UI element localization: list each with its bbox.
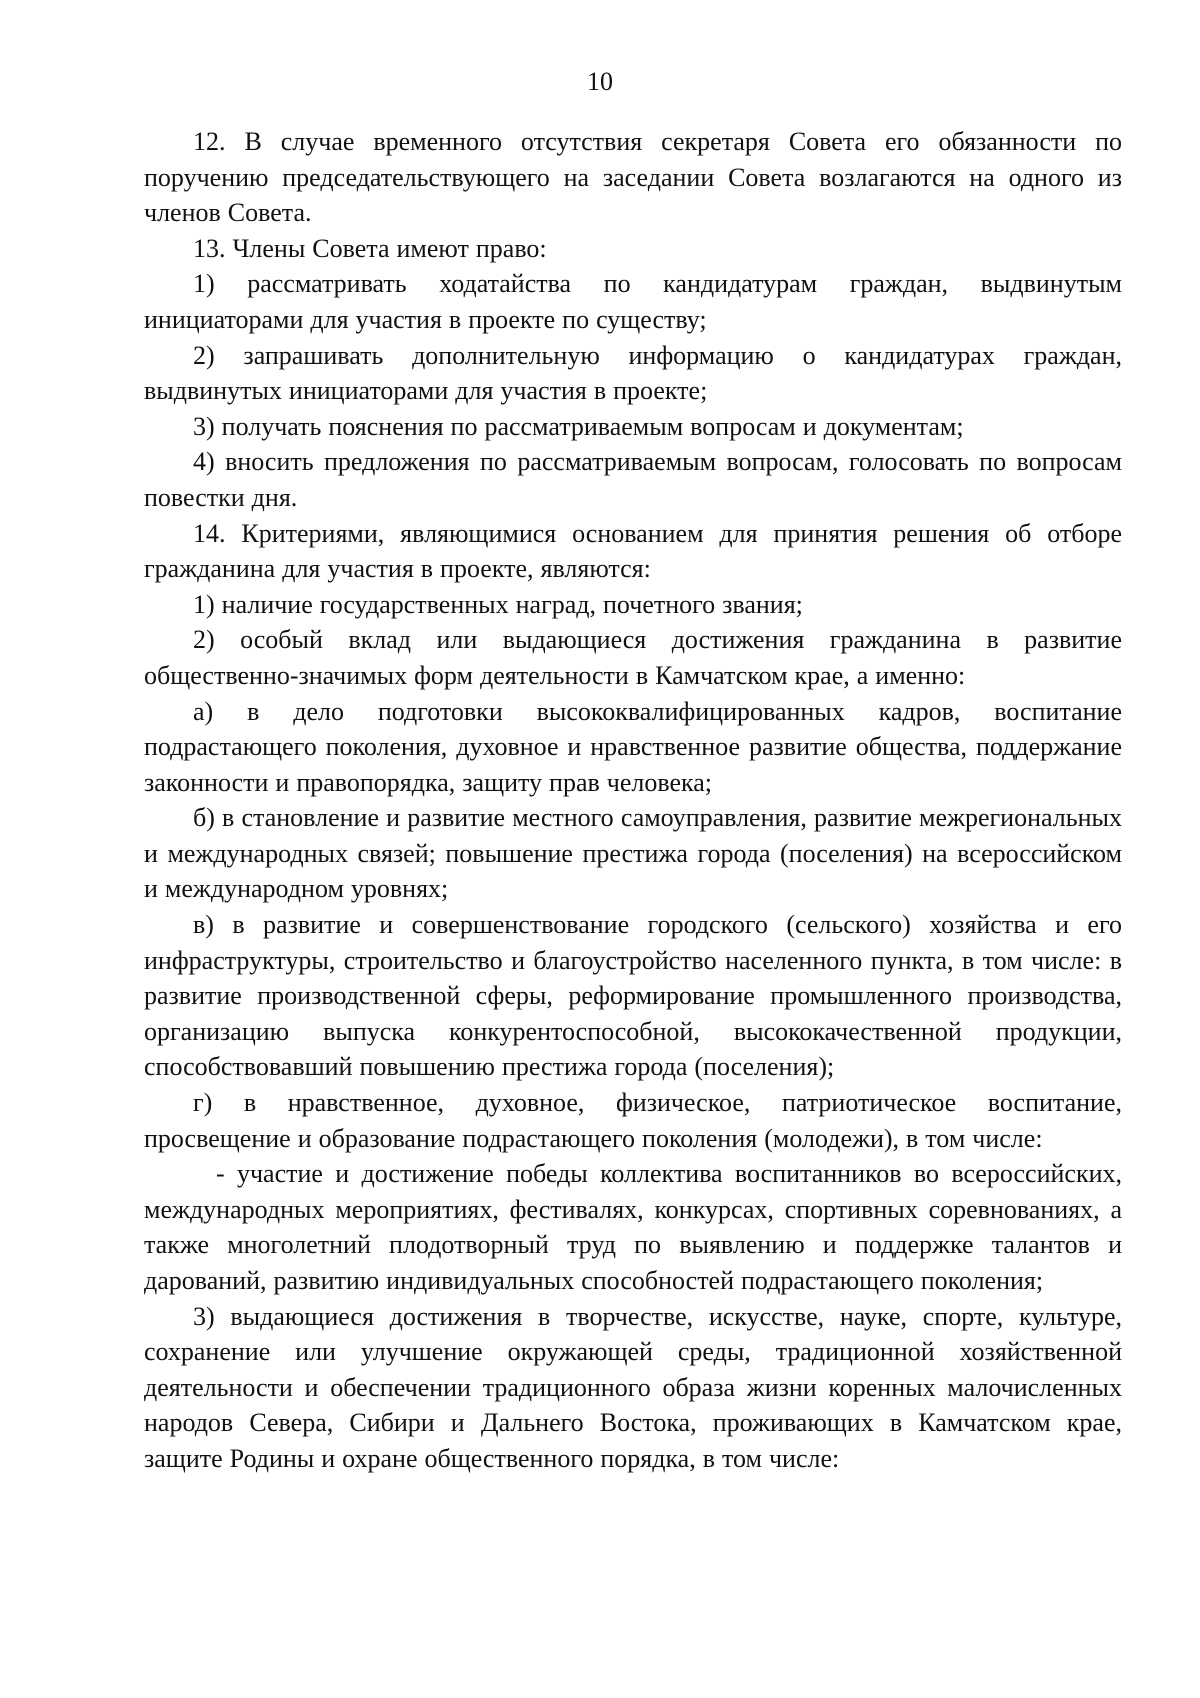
paragraph-13-item-3: 3) получать пояснения по рассматриваемым вопросам и документам; [193,411,964,441]
paragraph-14-item-2-g-dash: - участие и достижение победы коллектива воспитанников во всероссийских, международных мероприятиях, фестивалях, конкурсах, спортивных соревнованиях, а также многолетний плодотворный труд по выявлению и поддержке талантов и дарований, развитию индивидуальных способностей подрастающего поколения; [144,1159,1122,1295]
paragraph-14-item-2: 2) особый вклад или выдающиеся достижения гражданина в развитие общественно-значимых форм деятельности в Камчатском крае, а именно: [144,625,1122,690]
paragraph-13: 13. Члены Совета имеют право: [193,233,547,263]
paragraph-14-item-1: 1) наличие государственных наград, почетного звания; [193,589,803,619]
page-number: 10 [587,67,613,96]
paragraph-14: 14. Критериями, являющимися основанием для принятия решения об отборе гражданина для участия в проекте, являются: [144,518,1122,584]
paragraph-14-item-2-a: а) в дело подготовки высококвалифицированных кадров, воспитание подрастающего поколения, духовное и нравственное развитие общества, поддержание законности и правопорядка, защиту прав человека; [144,696,1122,797]
paragraph-14-item-2-g: г) в нравственное, духовное, физическое, патриотическое воспитание, просвещение и образование подрастающего поколения (молодежи), в том числе: [144,1088,1122,1153]
paragraph-13-item-4: 4) вносить предложения по рассматриваемым вопросам, голосовать по вопросам повестки дня. [144,447,1122,512]
paragraph-14-item-2-b: б) в становление и развитие местного самоуправления, развитие межрегиональных и международных связей; повышение престижа города (поселения) на всероссийском и международном уровнях; [144,803,1122,904]
paragraph-14-item-2-v: в) в развитие и совершенствование городского (сельского) хозяйства и его инфраструктуры, строительство и благоустройство населенного пункта, в том числе: в развитие производственной сферы, реформирование промышленного производства, организацию выпуска конкурентоспособной, высококачественной продукции, способствовавший повышению престижа города (поселения); [144,910,1122,1082]
paragraph-14-item-3: 3) выдающиеся достижения в творчестве, искусстве, науке, спорте, культуре, сохранение или улучшение окружающей среды, традиционной хозяйственной деятельности и обеспечении традиционного образа жизни коренных малочисленных народов Севера, Сибири и Дальнего Востока, проживающих в Камчатском крае, защите Родины и охране общественного порядка, в том числе: [144,1301,1122,1473]
document-body [144,124,1122,1477]
paragraph-13-item-2: 2) запрашивать дополнительную информацию о кандидатурах граждан, выдвинутых инициаторами для участия в проекте; [144,340,1122,406]
paragraph-12: 12. В случае временного отсутствия секретаря Совета его обязанности по поручению председательствующего на заседании Совета возлагаются на одного из членов Совета. [144,127,1122,228]
paragraph-13-item-1: 1) рассматривать ходатайства по кандидатурам граждан, выдвинутым инициаторами для участия в проекте по существу; [144,269,1122,334]
